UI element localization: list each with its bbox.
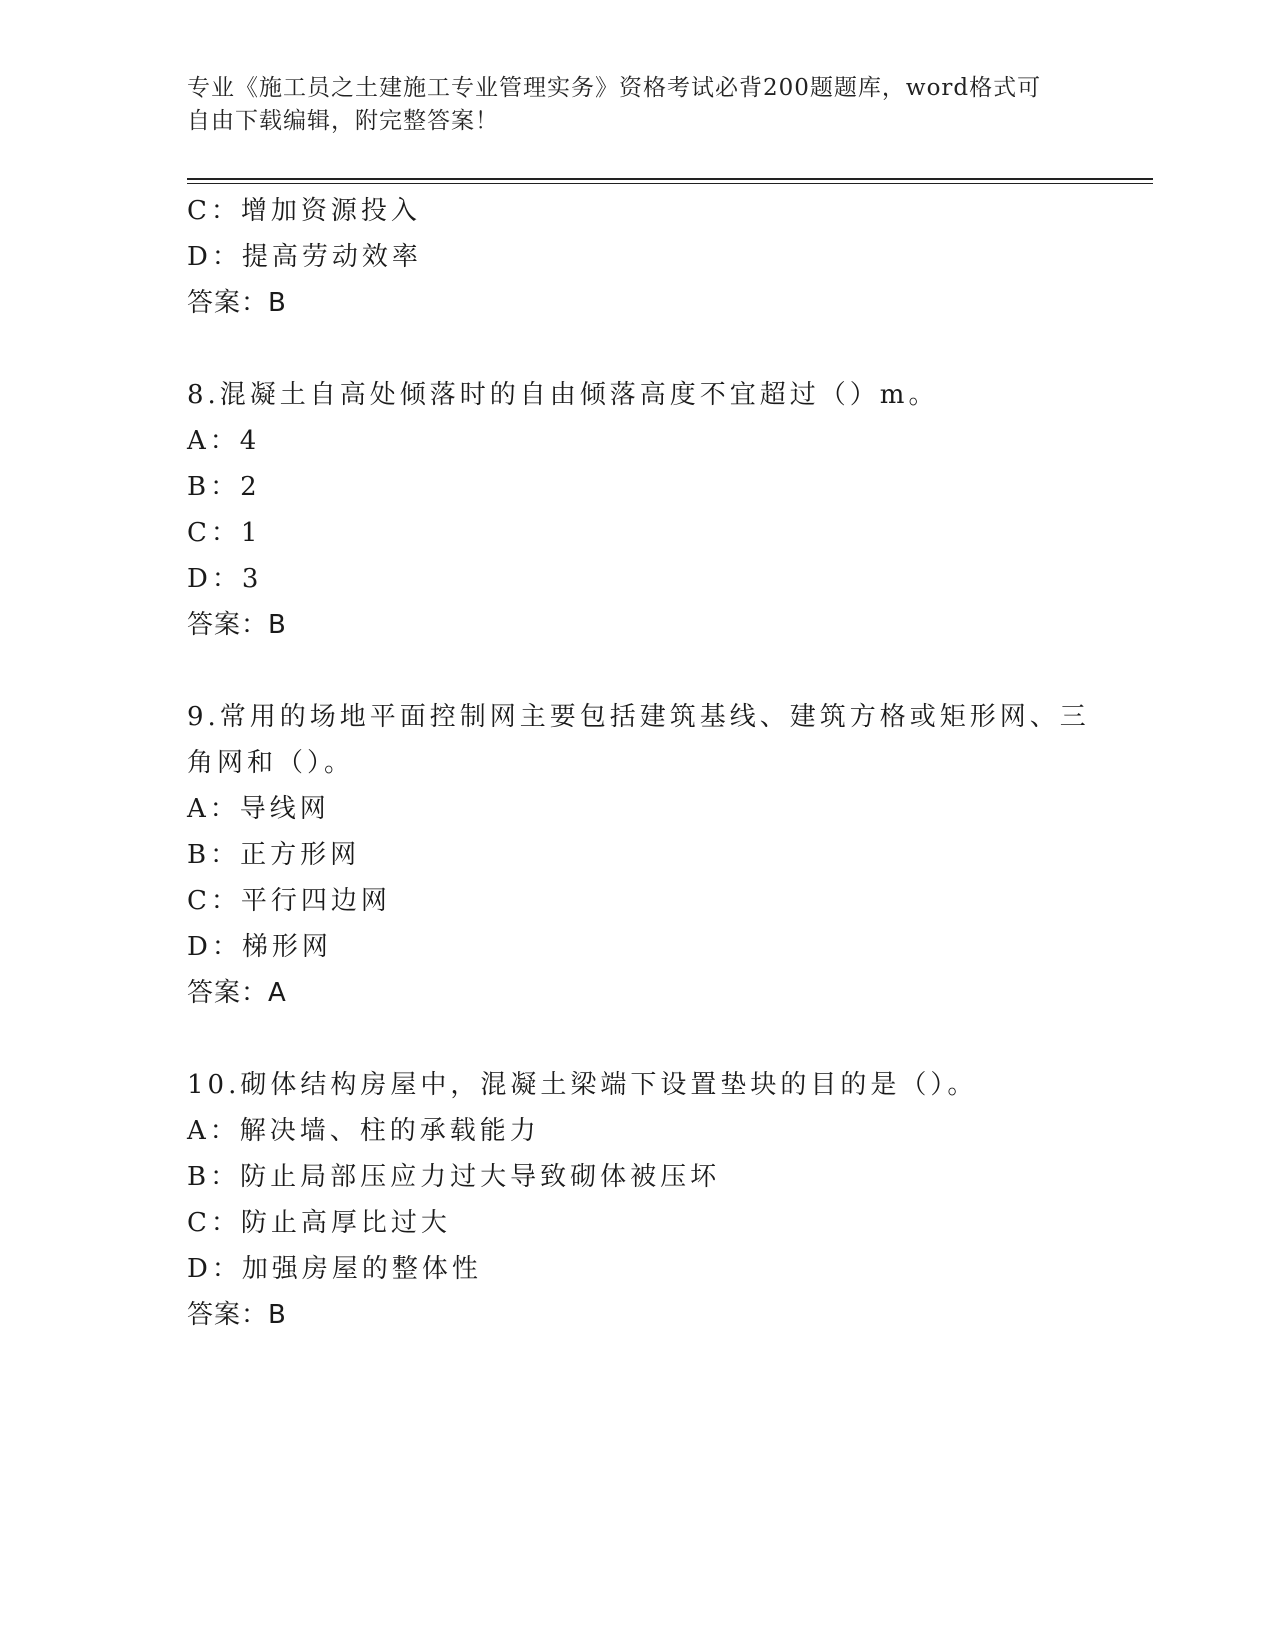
- q8-option-a: A：4: [187, 426, 261, 456]
- q9-answer: 答案：A: [187, 978, 287, 1008]
- q9-stem-line-2: 角网和（）。: [187, 748, 355, 778]
- q10-option-d: D：加强房屋的整体性: [187, 1254, 482, 1284]
- q10-answer: 答案：B: [187, 1300, 287, 1330]
- question-10: [187, 1062, 1087, 1338]
- header-line-1: 专业《施工员之土建施工专业管理实务》资格考试必背200题题库，word格式可: [187, 75, 1042, 101]
- q7-option-c: C：增加资源投入: [187, 196, 421, 226]
- q9-option-a: A：导线网: [187, 794, 330, 824]
- q8-answer: 答案：B: [187, 610, 287, 640]
- q8-stem: 8.混凝土自高处倾落时的自由倾落高度不宜超过（）m。: [187, 380, 939, 410]
- page-header: [187, 72, 1067, 138]
- q9-option-c: C：平行四边网: [187, 886, 391, 916]
- q7-option-d: D：提高劳动效率: [187, 242, 422, 272]
- spacer: [187, 1016, 1087, 1062]
- q8-option-c: C：1: [187, 518, 262, 548]
- header-line-2: 自由下载编辑，附完整答案！: [187, 108, 499, 134]
- header-divider: [187, 178, 1153, 180]
- q8-option-d: D：3: [187, 564, 263, 594]
- q8-option-b: B：2: [187, 472, 261, 502]
- q9-option-d: D：梯形网: [187, 932, 332, 962]
- q10-option-a: A：解决墙、柱的承载能力: [187, 1116, 540, 1146]
- q9-option-b: B：正方形网: [187, 840, 361, 870]
- question-8: [187, 372, 1087, 648]
- q10-option-b: B：防止局部压应力过大导致砌体被压坏: [187, 1162, 721, 1192]
- q10-option-c: C：防止高厚比过大: [187, 1208, 451, 1238]
- spacer: [187, 648, 1087, 694]
- q10-stem: 10.砌体结构房屋中，混凝土梁端下设置垫块的目的是（）。: [187, 1070, 978, 1100]
- question-7-tail: [187, 188, 1087, 326]
- question-9: [187, 694, 1090, 1016]
- question-content: [187, 188, 1090, 1338]
- q7-answer: 答案：B: [187, 288, 287, 318]
- spacer: [187, 326, 1087, 372]
- q9-stem-line-1: 9.常用的场地平面控制网主要包括建筑基线、建筑方格或矩形网、三: [187, 702, 1090, 732]
- header-divider-thin: [187, 183, 1153, 184]
